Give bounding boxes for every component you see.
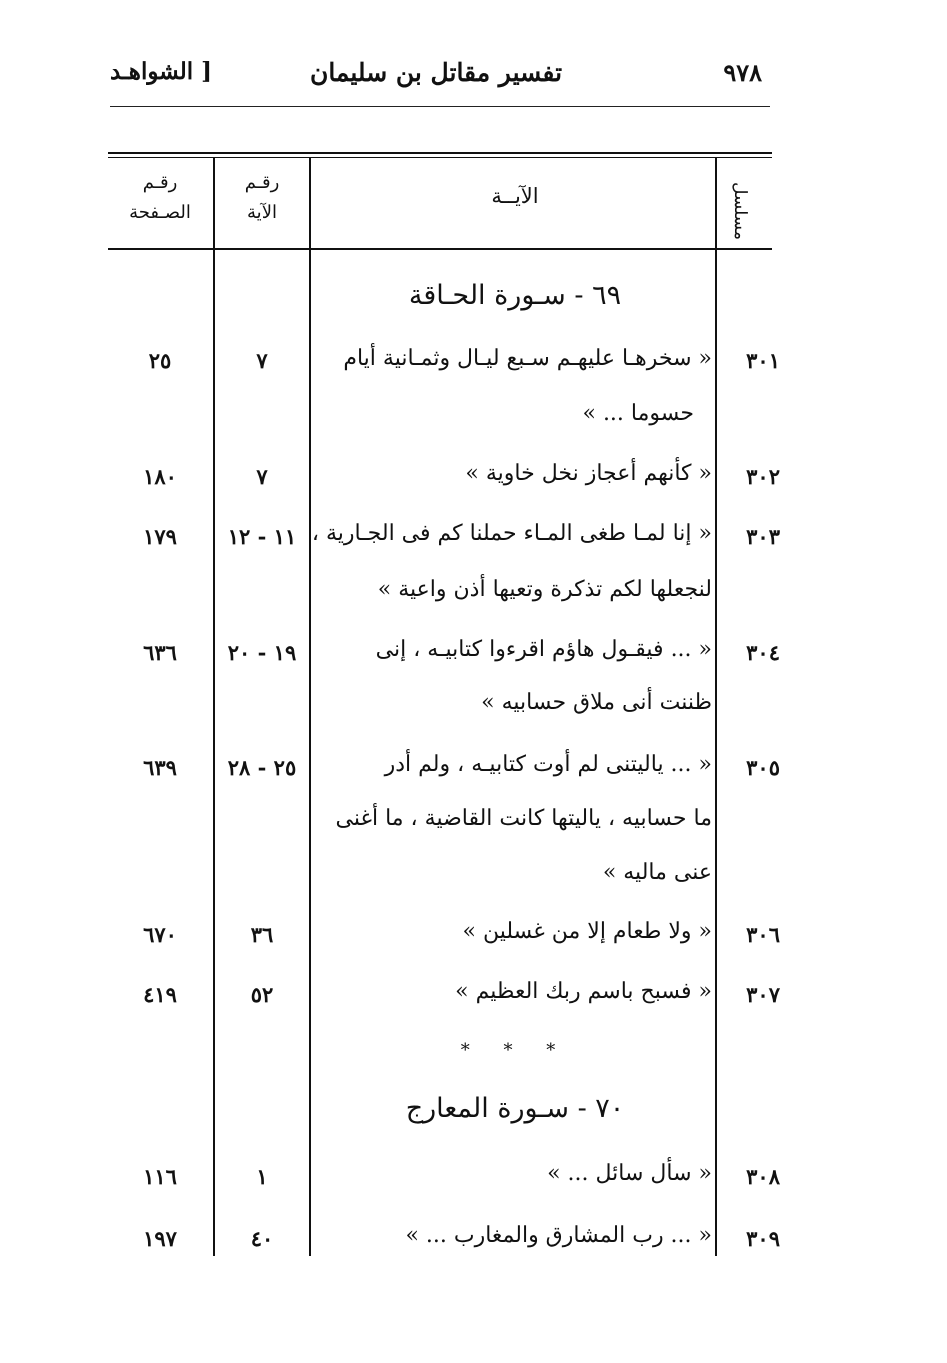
ayah-number: ٧ bbox=[256, 348, 268, 373]
page-reference: ٢٥ bbox=[148, 348, 172, 373]
page-reference: ١٩٧ bbox=[143, 1226, 177, 1251]
verse-text: لنجعلها لكم تذكرة وتعيها أذن واعية » bbox=[377, 577, 712, 602]
ayah-number: ١ bbox=[256, 1164, 268, 1189]
ayah-number: ٥٢ bbox=[250, 982, 274, 1007]
verse-text: ما حسابيه ، ياليتها كانت القاضية ، ما أغنى bbox=[335, 806, 712, 831]
verse-text: « فسبح باسم ربك العظيم » bbox=[455, 979, 712, 1004]
ayah-number: ٧ bbox=[256, 464, 268, 489]
surah-title-69: ٦٩ - سـورة الحـاقة bbox=[408, 280, 622, 311]
header-serial: مسلسل bbox=[730, 182, 750, 240]
page-reference: ٦٣٩ bbox=[143, 755, 177, 780]
serial-number: ٣٠٢ bbox=[746, 464, 780, 489]
column-divider-serial bbox=[715, 158, 717, 1256]
verse-text: « ... ياليتنى لم أوت كتابيـه ، ولم أدر bbox=[384, 752, 712, 777]
serial-number: ٣٠٨ bbox=[746, 1164, 780, 1189]
section-label: [ الشواهـد bbox=[110, 58, 213, 85]
page-reference: ٦٧٠ bbox=[143, 922, 177, 947]
ayah-number: ٢٥ - ٢٨ bbox=[227, 755, 297, 780]
ayah-number: ٤٠ bbox=[250, 1226, 274, 1251]
verse-text: « ... فيقـول هاؤم اقرءوا كتابيـه ، إنى bbox=[375, 637, 712, 662]
page-reference: ١٨٠ bbox=[143, 464, 177, 489]
running-header bbox=[110, 58, 762, 98]
header-page-number bbox=[110, 168, 210, 228]
serial-number: ٣٠٥ bbox=[746, 755, 780, 780]
serial-number: ٣٠٣ bbox=[746, 524, 780, 549]
ayah-number: ٣٦ bbox=[250, 922, 274, 947]
column-divider-ayah bbox=[213, 158, 215, 1256]
header-ayah-number bbox=[218, 168, 306, 228]
verse-text: « إنا لمـا طغى المـاء حملنا كم فى الجـارية ، bbox=[311, 521, 712, 546]
header-page-line-2: الصـفحة bbox=[129, 202, 191, 223]
verse-text: عنى ماليه » bbox=[602, 860, 712, 885]
ayah-number: ١١ - ١٢ bbox=[227, 524, 297, 549]
serial-number: ٣٠٤ bbox=[746, 640, 780, 665]
page-reference: ١٧٩ bbox=[143, 524, 177, 549]
header-ayah-line-2: الآية bbox=[247, 202, 277, 223]
serial-number: ٣٠٧ bbox=[746, 982, 780, 1007]
verse-text: حسوما ... » bbox=[582, 401, 694, 426]
serial-number: ٣٠٩ bbox=[746, 1226, 780, 1251]
serial-number: ٣٠١ bbox=[746, 348, 780, 373]
page-reference: ١١٦ bbox=[143, 1164, 177, 1189]
page-reference: ٤١٩ bbox=[143, 982, 177, 1007]
header-verse: الآيــة bbox=[491, 184, 539, 208]
verse-text: « سأل سائل ... » bbox=[547, 1161, 712, 1186]
ayah-number: ١٩ - ٢٠ bbox=[227, 640, 297, 665]
page-number: ٩٧٨ bbox=[723, 58, 762, 87]
column-divider-verse bbox=[309, 158, 311, 1256]
page-reference: ٦٣٦ bbox=[143, 640, 177, 665]
header-rule bbox=[110, 106, 770, 107]
book-title: تفسير مقاتل بن سليمان bbox=[309, 58, 563, 87]
verse-text: « ... رب المشارق والمغارب ... » bbox=[405, 1223, 712, 1248]
table-top-rule bbox=[108, 152, 772, 154]
verse-text: « سخرهـا عليهـم سـبع ليـال وثمـانية أيام bbox=[343, 346, 712, 371]
header-ayah-line-1: رقـم bbox=[244, 172, 280, 193]
verse-text: « ولا طعام إلا من غسلين » bbox=[462, 919, 712, 944]
table-top-rule-2 bbox=[108, 157, 772, 158]
serial-number: ٣٠٦ bbox=[746, 922, 780, 947]
header-page-line-1: رقـم bbox=[142, 172, 178, 193]
table-header-rule bbox=[108, 248, 772, 250]
section-separator: * * * bbox=[460, 1040, 570, 1061]
verse-text: ظننت أنى ملاق حسابيه » bbox=[481, 690, 712, 715]
surah-title-70: ٧٠ - سـورة المعارج bbox=[405, 1093, 625, 1124]
verse-text: « كأنهم أعجاز نخل خاوية » bbox=[465, 461, 712, 486]
